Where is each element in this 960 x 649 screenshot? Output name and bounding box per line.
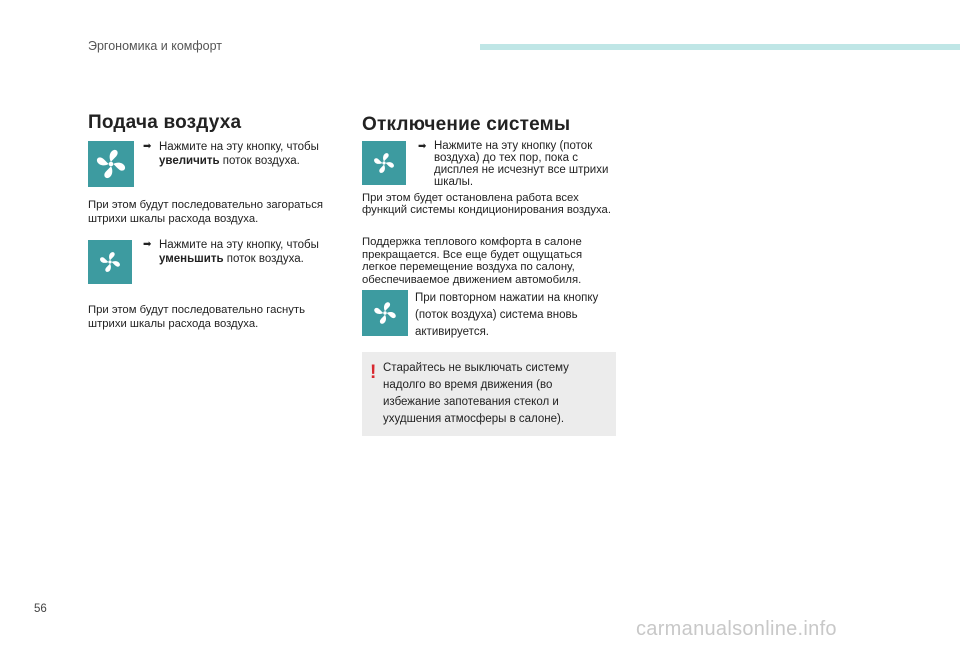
- header-accent-bar: [480, 44, 960, 50]
- section-title-air-supply: Подача воздуха: [88, 112, 242, 133]
- warning-text: Старайтесь не выключать систему надолго во время движения (во избежание запотевания стекол и ухудшения атмосферы в салоне).: [383, 362, 569, 425]
- paragraph-comfort-note: Поддержка теплового комфорта в салоне прекращается. Все еще будет ощущаться легкое перемещение воздуха по салону, обеспечиваемое движением автомобиля.: [362, 236, 583, 286]
- paragraph-increase-result: При этом будут последовательно загораться штрихи шкалы расхода воздуха.: [88, 199, 323, 225]
- section-title-system-off: Отключение системы: [362, 114, 571, 135]
- watermark: carmanualsonline.info: [636, 618, 837, 640]
- section-header-title: Эргономика и комфорт: [88, 39, 223, 53]
- bullet-arrow-icon: ➡: [143, 141, 152, 152]
- paragraph-reactivate: При повторном нажатии на кнопку (поток воздуха) система вновь активируется.: [415, 292, 599, 338]
- bullet-arrow-icon: ➡: [143, 239, 152, 250]
- instruction-turn-off: ➡ Нажмите на эту кнопку (поток воздуха) до тех пор, пока с дисплея не исчезнут все штрихи шкалы.: [418, 140, 609, 188]
- paragraph-decrease-result: При этом будут последовательно гаснуть штрихи шкалы расхода воздуха.: [88, 304, 305, 330]
- fan-icon: [88, 141, 134, 187]
- fan-icon: [88, 240, 132, 284]
- fan-icon: [362, 290, 408, 336]
- bullet-arrow-icon: ➡: [418, 141, 427, 152]
- page-number: 56: [34, 603, 47, 615]
- instruction-decrease: ➡ Нажмите на эту кнопку, чтобы уменьшить поток воздуха.: [143, 239, 319, 265]
- fan-icon: [362, 141, 406, 185]
- warning-icon: !: [370, 362, 377, 383]
- instruction-increase: ➡ Нажмите на эту кнопку, чтобы увеличить поток воздуха.: [143, 141, 319, 167]
- paragraph-system-stopped: При этом будет остановлена работа всех функций системы кондиционирования воздуха.: [362, 192, 611, 216]
